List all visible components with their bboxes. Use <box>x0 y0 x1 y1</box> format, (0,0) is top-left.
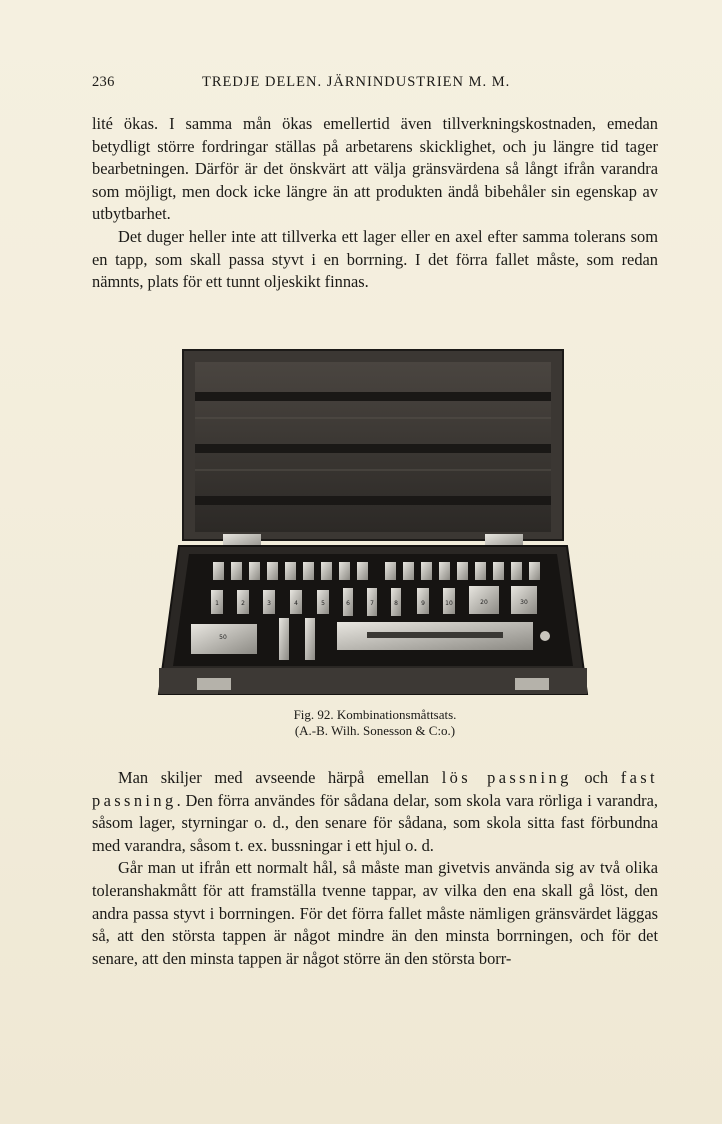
gauge-block-set-photo <box>155 348 591 700</box>
page-number: 236 <box>92 74 115 90</box>
block-label: 7 <box>370 600 374 607</box>
paragraph: Går man ut ifrån ett normalt hål, så måste man givetvis använda sig av två olika toleranshakmått för att framställa tvenne tappar, av vilka den ena skall gå löst, den andra passa styvt i borrningen. För det förra fallet måste nämligen gränsvärdet läggas så, att den största tappen är något mindre än den minsta borrningen, och för det senare, att den minsta tappen är något större än den största borr- <box>92 858 658 968</box>
term-tight-fit: fast passning <box>92 768 658 810</box>
latch-icon <box>515 678 549 690</box>
block-label: 9 <box>421 600 425 607</box>
caption-credit: (A.-B. Wilh. Sonesson & C:o.) <box>294 723 456 738</box>
text-block-top <box>92 113 658 294</box>
paragraph: lité ökas. I samma mån ökas emellertid även tillverkningskostnaden, emedan betydligt större fordringar ställas på arbetarens skicklighet, och ju längre tid tager bearbetningen. Därför är det önskvärt att välja gränsvärdena så långt ifrån varandra som möjligt, men dock icke längre än att produkten ändå bibehåler sin egenskap av utbytbarhet. <box>92 114 658 224</box>
paragraph-text: Man skiljer med avseende härpå emellan <box>118 768 442 787</box>
gauge-block-long <box>279 618 289 660</box>
paragraph <box>92 767 658 857</box>
block-label: 30 <box>520 599 528 606</box>
term-loose-fit: lös passning <box>441 768 572 787</box>
holder-knob-icon <box>540 631 550 641</box>
latch-icon <box>197 678 231 690</box>
block-label: 4 <box>294 600 298 607</box>
block-label: 50 <box>219 634 227 641</box>
block-label: 5 <box>321 600 325 607</box>
paragraph-text: . Den förra användes för sådana delar, som skola vara rörliga i varandra, såsom lager, styrningar o. d., den senare för sådana, som skola sitta fast förbundna med varandra, såsom t. ex. bussningar i ett hjul o. d. <box>92 790 658 855</box>
block-label: 6 <box>346 600 350 607</box>
block-label: 10 <box>445 600 453 607</box>
figure-photo <box>155 348 591 700</box>
paragraph-text: och <box>571 768 621 787</box>
block-label: 8 <box>394 600 398 607</box>
block-label: 3 <box>267 600 271 607</box>
block-label: 1 <box>215 600 219 607</box>
figure-caption <box>92 707 658 739</box>
paragraph: Det duger heller inte att tillverka ett lager eller en axel efter samma tolerans som en tapp, som skall passa styvt i en borrning. I det förra fallet måste, som redan nämnts, plats för ett tunnt oljeskikt finnas. <box>92 226 658 292</box>
text-block-bottom <box>92 767 658 970</box>
gauge-block-long <box>305 618 315 660</box>
block-label: 2 <box>241 600 245 607</box>
block-label: 20 <box>480 599 488 606</box>
running-title: TREDJE DELEN. JÄRNINDUSTRIEN M. M. <box>202 74 511 90</box>
caption-title: Fig. 92. Kombinationsmåttsats. <box>293 707 457 722</box>
